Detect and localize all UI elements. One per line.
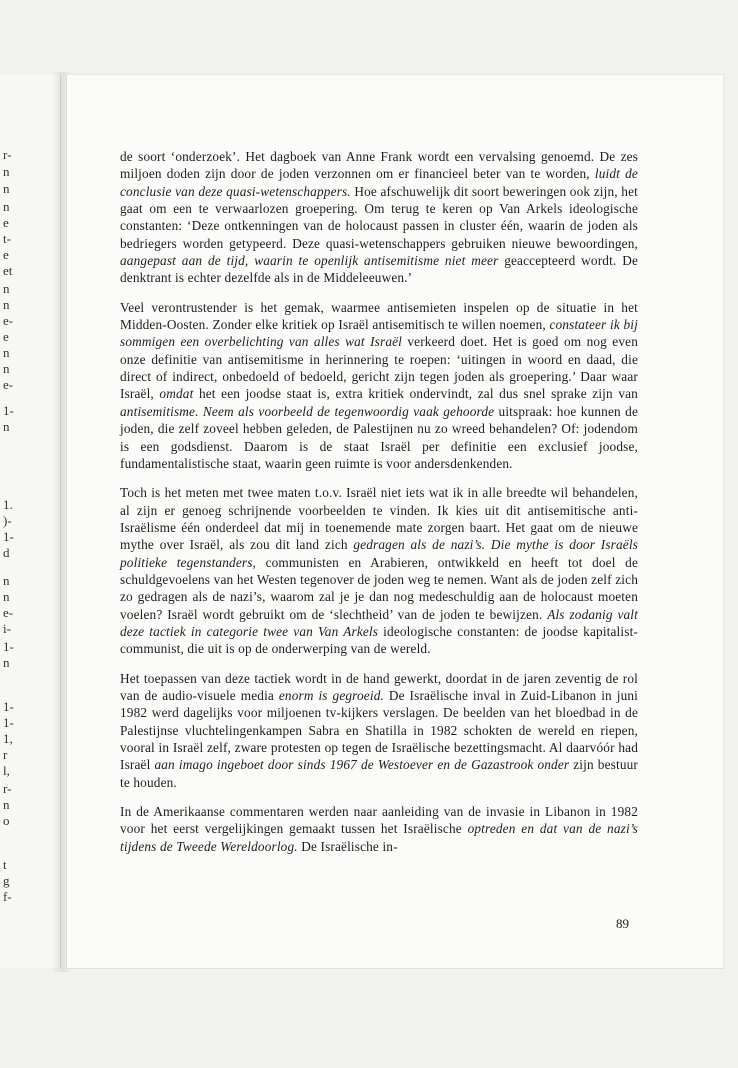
- paragraph-italic-text: aangepast aan de tijd, waarin te openlijk antisemitisme niet meer: [120, 253, 499, 269]
- paragraph-text: De Israëlische inval in Zuid-Libanon in juni 1982 werd dagelijks voor miljoenen tv-kijkers verslagen. De beelden van het bloedbad in de Palestijnse vluchtelingenkampen Sabra en Shatilla in 1982 schokten de wereld en riepen, vooral in Israël zelf, zware protesten op tegen de Israëlische bezettingsmacht. Al daarvóór had Israël: [120, 687, 639, 773]
- margin-fragment: l,: [3, 763, 10, 778]
- paragraph-text: zijn bestuur te houden.: [120, 757, 638, 790]
- page-number: 89: [616, 916, 629, 931]
- paragraph-italic-text: luidt de conclusie van deze quasi-wetenschappers.: [120, 166, 638, 199]
- margin-fragment: d: [3, 545, 10, 560]
- margin-fragment: g: [3, 873, 10, 888]
- paragraph: [120, 484, 638, 657]
- margin-fragment: r: [3, 747, 8, 762]
- margin-fragment: e-: [3, 313, 14, 328]
- margin-fragment: n: [3, 164, 10, 179]
- margin-fragment: o: [3, 813, 10, 828]
- paragraph-text: het een joodse staat is, extra kritiek ondervindt, zal dus snel sprake zijn van: [193, 386, 638, 402]
- margin-fragment: 1-: [3, 403, 14, 418]
- margin-fragment: n: [3, 199, 10, 214]
- margin-fragment: n: [3, 655, 10, 670]
- margin-fragment: 1,: [3, 731, 13, 746]
- margin-fragment: 1.: [3, 497, 13, 512]
- margin-fragment: 1-: [3, 639, 14, 654]
- paragraph: [120, 148, 638, 287]
- margin-fragment: n: [3, 573, 10, 588]
- margin-fragment: n: [3, 181, 10, 196]
- margin-fragment: n: [3, 419, 10, 434]
- paragraph-text: Veel verontrustender is het gemak, waarmee antisemieten inspelen op de situatie in het Midden-Oosten. Zonder elke kritiek op Israël antisemitisch te willen noemen,: [120, 299, 638, 333]
- body-text: [120, 148, 638, 855]
- margin-fragment: n: [3, 589, 10, 604]
- margin-fragment: r-: [3, 781, 12, 796]
- paragraph-text: de soort ‘onderzoek’. Het dagboek van Anne Frank wordt een vervalsing genoemd. De zes miljoen doden zijn door de joden verzonnen om er financieel beter van te worden,: [120, 149, 638, 182]
- margin-fragment: n: [3, 281, 10, 296]
- paragraph-italic-text: enorm is gegroeid.: [278, 687, 384, 703]
- margin-fragment: 1-: [3, 529, 14, 544]
- paragraph-text: Het toepassen van deze tactiek wordt in de hand gewerkt, doordat in de jaren zeventig de rol van de audio-visuele media: [120, 670, 638, 703]
- margin-fragment: e-: [3, 605, 14, 620]
- margin-fragment: r-: [3, 147, 12, 162]
- paragraph-text: geaccepteerd wordt. De denktrant is echter dezelfde als in de Middeleeuwen.’: [120, 253, 639, 286]
- margin-fragment: t: [3, 857, 7, 872]
- paragraph: [120, 670, 638, 791]
- margin-fragment: )-: [3, 513, 12, 528]
- paragraph-text: communisten en Arabieren, ontwikkeld en heeft tot doel de schuldgevoelens van het Westen tegenover de joden weg te nemen. Want als de joden zelf zich zo gedragen als de nazi’s, waarom zal je je dan nog medeschuldig aan de holocaust moeten voelen? Israël wordt gebruikt om de ‘slechtheid’ van de joden te bewijzen.: [120, 554, 638, 622]
- paragraph: [120, 803, 638, 855]
- paragraph-text: uitspraak: hoe kunnen de joden, die zelf zoveel hebben geleden, de Palestijnen nu zo wreed behandelen? Of: jodendom is een godsdienst. Daarom is de staat Israël per definitie een exclusief joodse, fundamentalistische staat, waarin geen ruimte is voor andersdenkenden.: [120, 403, 639, 471]
- margin-fragment: n: [3, 361, 10, 376]
- margin-fragment: et: [3, 263, 13, 278]
- margin-fragment: 1-: [3, 715, 14, 730]
- paragraph-text: In de Amerikaanse commentaren werden naar aanleiding van de invasie in Libanon in 1982 voor het eerst vergelijkingen gemaakt tussen het Israëlische: [120, 804, 638, 837]
- paragraph-text: Hoe afschuwelijk dit soort beweringen ook zijn, het gaat om een te verwaarlozen groepering. Om terug te keren op Van Arkels ideologische constanten: ‘Deze ontkenningen van de holocaust passen in cluster één, waarin de joden als bedriegers worden getypeerd. Deze quasi-wetenschappers gebruiken nieuwe bewoordingen,: [120, 183, 639, 251]
- margin-fragment: e-: [3, 377, 14, 392]
- paragraph-italic-text: gedragen als de nazi’s. Die mythe is door Israëls politieke tegenstanders,: [120, 537, 638, 570]
- paragraph-text: ideologische constanten: de joodse kapitalist-communist, die uit is op de onderwerping van de wereld.: [120, 623, 638, 657]
- paragraph-text: De Israëlische in-: [297, 838, 398, 854]
- paragraph-italic-text: optreden en dat van de nazi’s tijdens de Tweede Wereldoorlog.: [120, 821, 638, 854]
- margin-fragment: n: [3, 797, 10, 812]
- margin-fragment: t-: [3, 231, 11, 246]
- margin-fragment: n: [3, 297, 10, 312]
- margin-fragment: f-: [3, 889, 12, 904]
- paragraph-text: verkeerd doet. Het is goed om nog even onze definitie van antisemitisme in herinnering te roepen: ‘uitingen in woord en daad, die direct of indirect, onbedoeld of bedoeld, gericht zijn tegen joden als groepering.’ Daar waar Israël,: [120, 334, 638, 402]
- margin-fragment: e: [3, 329, 9, 344]
- paragraph-italic-text: constateer ik bij sommigen een overbelichting van alles wat Israël: [120, 317, 638, 350]
- paragraph-italic-text: Als zodanig valt deze tactiek in categorie twee van Van Arkels: [120, 606, 638, 639]
- margin-fragment: n: [3, 345, 10, 360]
- paragraph-italic-text: omdat: [159, 386, 194, 402]
- paragraph-italic-text: antisemitisme. Neem als voorbeeld de tegenwoordig vaak gehoorde: [120, 403, 495, 419]
- margin-fragment: 1-: [3, 699, 14, 714]
- paragraph-text: Toch is het meten met twee maten t.o.v. Israël niet iets wat ik in alle breedte wil behandelen, al zijn er genoeg schrijnende voorbeelden te vinden. Ik kies uit dit antisemitische anti-Israëlisme één onderdeel dat mij in toenemende mate zorgen baart. Het gaat om de nieuwe mythe over Israël, als zou dit land zich: [120, 485, 638, 553]
- margin-fragment: e: [3, 215, 9, 230]
- margin-fragment: e: [3, 247, 9, 262]
- paragraph-italic-text: aan imago ingeboet door sinds 1967 de Westoever en de Gazastrook onder: [154, 757, 570, 773]
- margin-fragment: i-: [3, 621, 11, 636]
- paragraph: [120, 299, 638, 472]
